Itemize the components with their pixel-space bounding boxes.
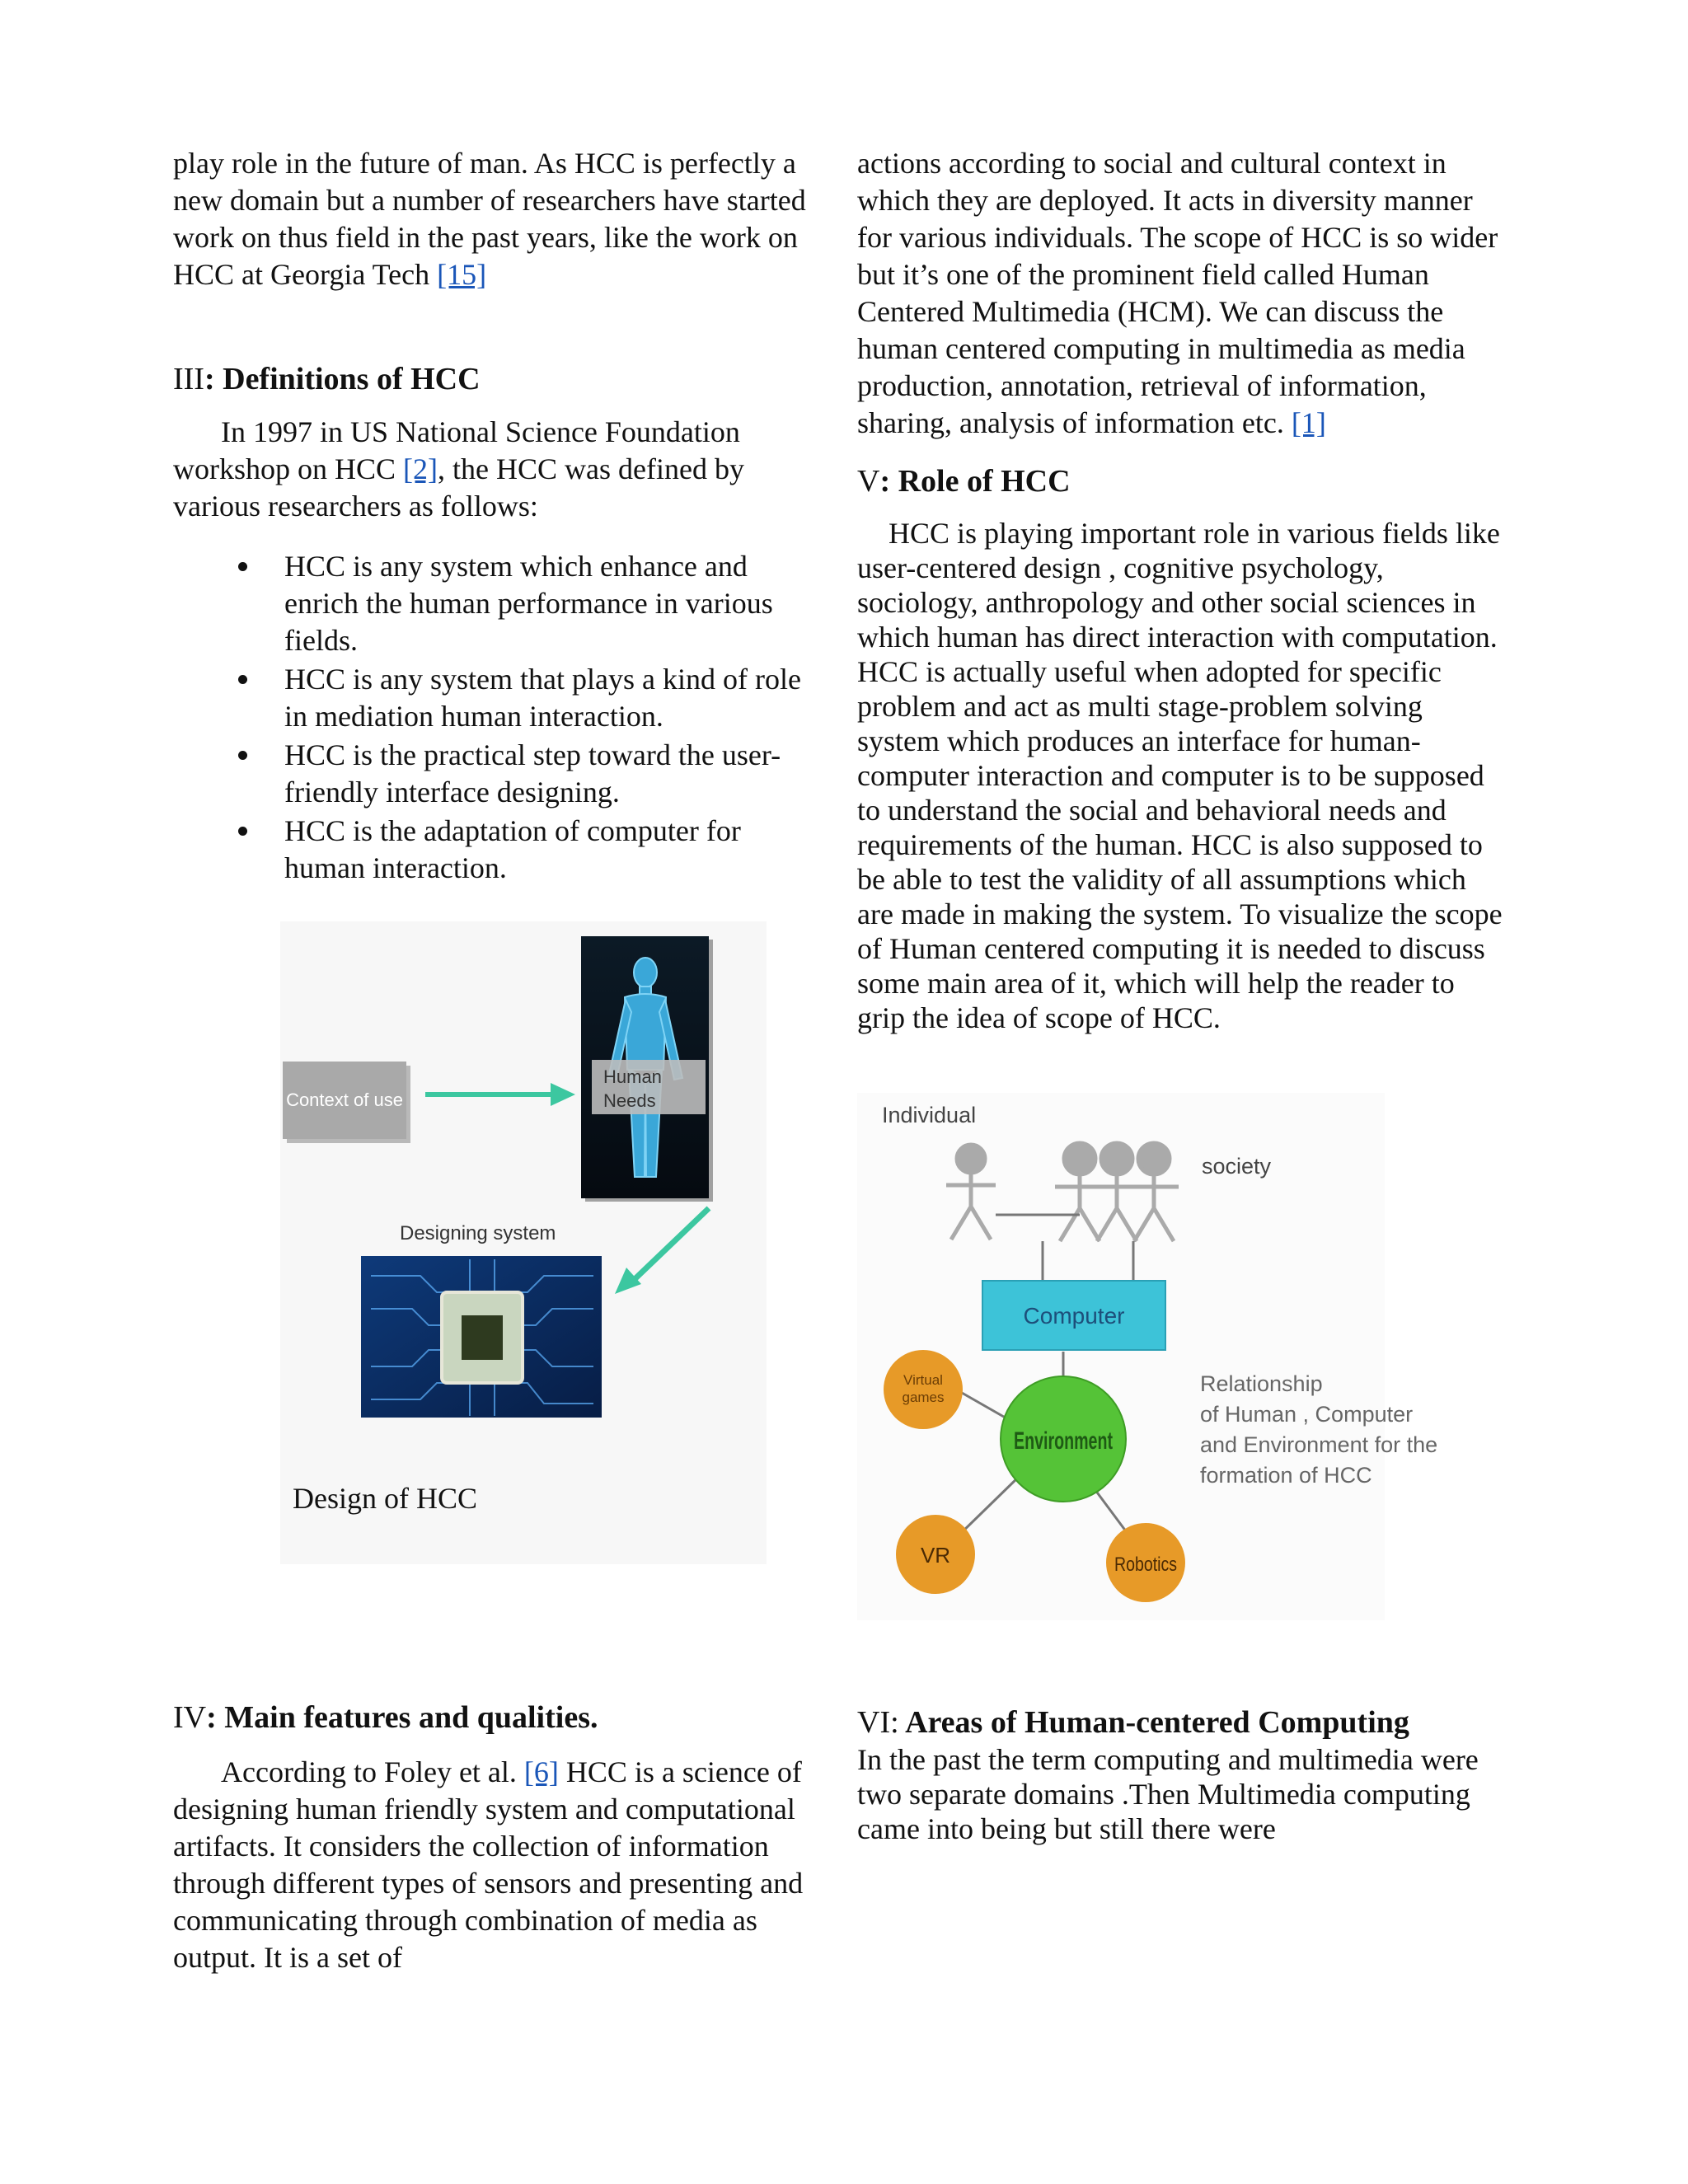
- section-heading-6: VI: Areas of Human-centered Computing: [857, 1705, 1409, 1740]
- definitions-list: [173, 548, 824, 887]
- section-5-paragraph: HCC is playing important role in various fields like user-centered design , cognitive psychology, sociology, anthropology and other social sciences in which human has direct interaction with computation. HCC is actually useful when adopted for specific problem and act as multi stage-problem solving system which produces an interface for human-computer interaction and computer is to be supposed to understand the social and behavioral needs and requirements of the human. HCC is also supposed to be able to test the validity of all assumptions which are made in making the system. To visualize the scope of Human centered computing it is needed to discuss some main area of it, which will help the reader to grip the idea of scope of HCC.: [857, 517, 1503, 1034]
- human-label: Human: [603, 1066, 662, 1087]
- citation-link-1[interactable]: [1]: [1291, 406, 1326, 439]
- svg-text:and Environment for the: and Environment for the: [1200, 1432, 1438, 1457]
- virtual-label: Virtual: [903, 1372, 943, 1388]
- section-heading-4: IV: Main features and qualities.: [173, 1700, 598, 1735]
- section-3-paragraph: In 1997 in US National Science Foundation workshop on HCC [2], the HCC was defined by various researchers as follows:: [173, 415, 744, 523]
- list-item: HCC is the adaptation of computer for human interaction.: [173, 813, 824, 887]
- design-of-hcc-figure: [173, 921, 824, 1564]
- context-of-use-label: Context of use: [286, 1090, 403, 1110]
- hcc-relationship-figure: [857, 1093, 1508, 1620]
- section-6-paragraph: In the past the term computing and multimedia were two separate domains .Then Multimedia computing came into being but still there were: [857, 1743, 1479, 1845]
- computer-label: Computer: [1023, 1303, 1125, 1329]
- circuit-chip-image: [361, 1256, 602, 1418]
- right-intro-paragraph: actions according to social and cultural context in which they are deployed. It acts in diversity manner for various individuals. The scope of HCC is so wider but it’s one of the prominent field called Human Centered Multimedia (HCM). We can discuss the human centered computing in multimedia as media production, annotation, retrieval of information, sharing, analysis of information etc. [1]: [857, 147, 1498, 439]
- games-label: games: [902, 1390, 945, 1405]
- vr-label: VR: [920, 1543, 951, 1568]
- individual-label: Individual: [882, 1103, 977, 1127]
- robotics-label: Robotics: [1114, 1554, 1177, 1576]
- human-needs-panel: [581, 936, 713, 1202]
- left-column: [173, 145, 824, 1976]
- designing-system-label: Designing system: [400, 1222, 556, 1244]
- citation-link-15[interactable]: [15]: [437, 258, 487, 291]
- figure-1-caption: Design of HCC: [293, 1482, 477, 1515]
- environment-node: [1001, 1376, 1126, 1502]
- svg-text:formation of HCC: formation of HCC: [1200, 1463, 1372, 1488]
- virtual-games-node: [884, 1350, 963, 1429]
- left-intro-paragraph: play role in the future of man. As HCC is perfectly a new domain but a number of researchers have started work on thus field in the past years, like the work on HCC at Georgia Tech [15]: [173, 147, 806, 291]
- context-of-use-box: [283, 1062, 410, 1143]
- vr-node: [896, 1515, 975, 1594]
- right-column: [857, 145, 1508, 1846]
- robotics-node: [1106, 1523, 1185, 1602]
- list-item: HCC is any system that plays a kind of role in mediation human interaction.: [173, 661, 824, 735]
- svg-text:Relationship: Relationship: [1200, 1371, 1323, 1396]
- needs-label: Needs: [603, 1090, 656, 1111]
- environment-label: Environment: [1014, 1427, 1114, 1455]
- section-heading-3: III: Definitions of HCC: [173, 362, 481, 396]
- svg-text:of Human , Computer: of Human , Computer: [1200, 1402, 1414, 1427]
- section-4-paragraph: According to Foley et al. [6] HCC is a science of designing human friendly system and computational artifacts. It considers the collection of information through different types of sensors and presenting and communicating through combination of media as output. It is a set of: [173, 1755, 804, 1974]
- list-item: HCC is the practical step toward the user-friendly interface designing.: [173, 737, 824, 811]
- section-heading-5: V: Role of HCC: [857, 464, 1071, 499]
- citation-link-2[interactable]: [2]: [403, 452, 438, 485]
- society-label: society: [1202, 1154, 1272, 1179]
- citation-link-6[interactable]: [6]: [523, 1755, 559, 1788]
- list-item: HCC is any system which enhance and enrich the human performance in various fields.: [173, 548, 824, 659]
- computer-box: [982, 1281, 1165, 1350]
